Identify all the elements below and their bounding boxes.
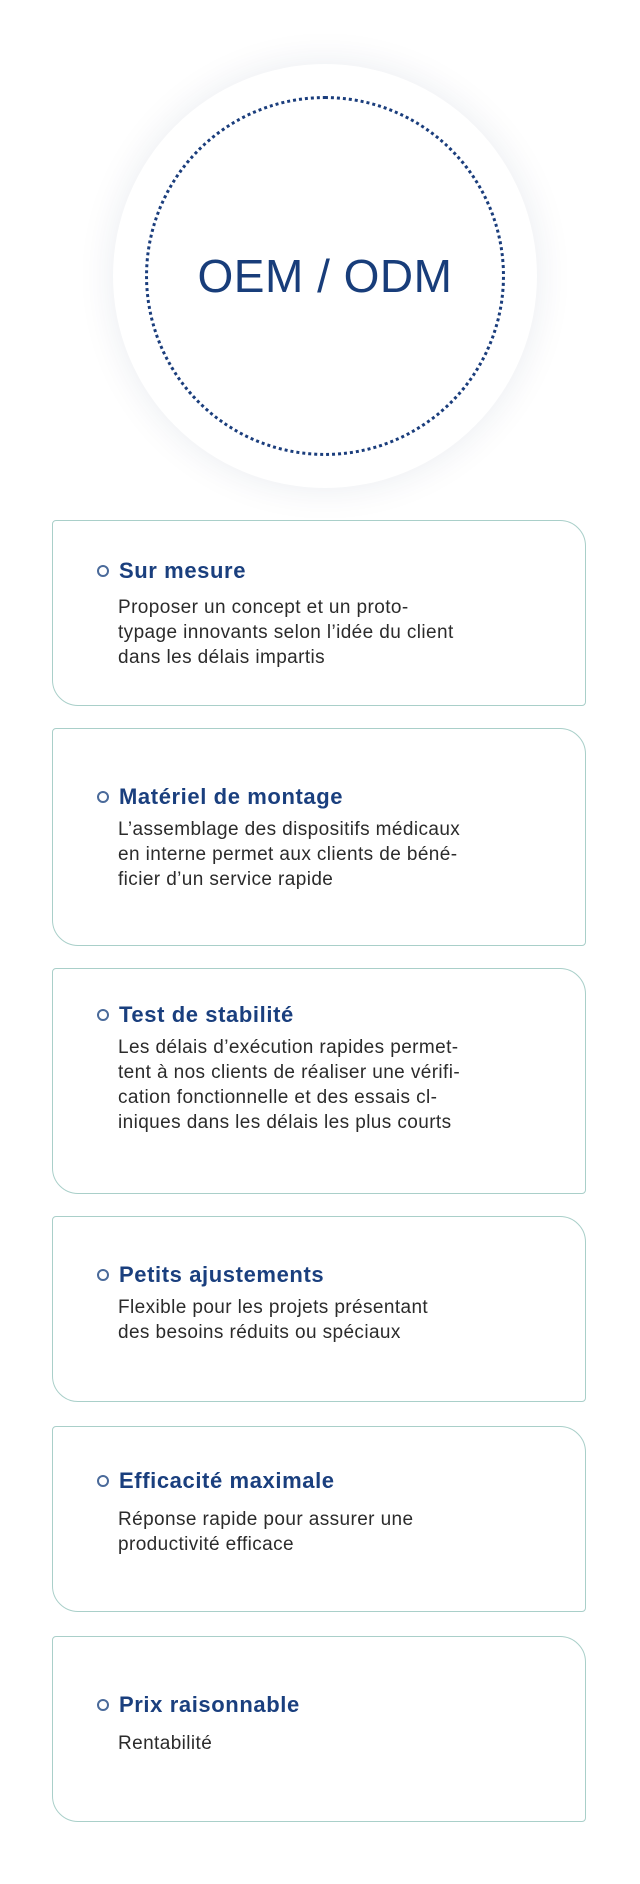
card-title: Sur mesure: [119, 558, 247, 583]
card-title: Efficacité maximale: [119, 1468, 335, 1493]
feature-card-price: [52, 1636, 586, 1822]
feature-card-assembly: [52, 728, 586, 946]
card-description: Rentabilité: [118, 1733, 213, 1754]
bullet-icon: [97, 565, 109, 577]
card-description: Les délais d’exécution rapides permet- tent à nos clients de réaliser une vérifi- cation fonctionnelle et des essais cl- iniques dans les délais les plus courts: [118, 1037, 461, 1133]
bullet-icon: [97, 1009, 109, 1021]
card-title: Prix raisonnable: [119, 1692, 300, 1717]
feature-card-custom: [52, 520, 586, 706]
hero-dotted-ring: [145, 96, 505, 456]
bullet-icon: [97, 1699, 109, 1711]
feature-card-efficiency: [52, 1426, 586, 1612]
bullet-icon: [97, 791, 109, 803]
card-description: Flexible pour les projets présentant des besoins réduits ou spéciaux: [118, 1297, 429, 1343]
card-title: Matériel de montage: [119, 784, 344, 809]
card-title: Petits ajustements: [119, 1262, 325, 1287]
bullet-icon: [97, 1475, 109, 1487]
card-title: Test de stabilité: [119, 1002, 294, 1027]
card-description: L’assemblage des dispositifs médicaux en interne permet aux clients de béné- ficier d’un service rapide: [118, 819, 461, 890]
card-description: Proposer un concept et un proto- typage innovants selon l’idée du client dans les délais impartis: [118, 597, 454, 668]
hero-title: OEM / ODM: [197, 250, 453, 302]
card-description: Réponse rapide pour assurer une productivité efficace: [118, 1509, 414, 1555]
feature-card-adjustments: [52, 1216, 586, 1402]
feature-card-stability: [52, 968, 586, 1194]
bullet-icon: [97, 1269, 109, 1281]
